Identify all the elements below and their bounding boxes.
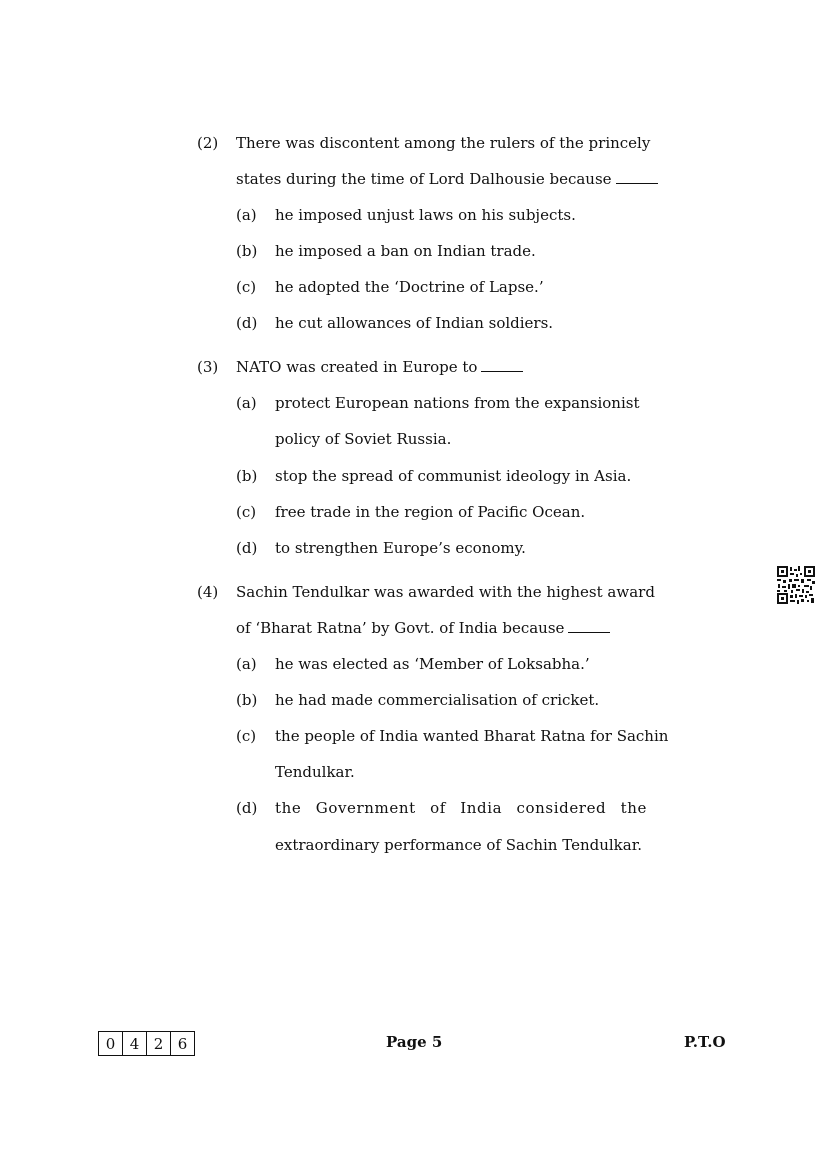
option-text-continued: policy of Soviet Russia. [275, 430, 452, 448]
answer-blank [568, 620, 610, 633]
question-text-line: states during the time of Lord Dalhousie because [236, 170, 658, 188]
option-text: he was elected as ‘Member of Loksabha.’ [275, 655, 590, 673]
question-text-line: NATO was created in Europe to [236, 358, 523, 376]
option-text: to strengthen Europe’s economy. [275, 539, 526, 557]
qr-code-icon [777, 566, 815, 604]
answer-blank [481, 359, 523, 372]
option-label: (c) [236, 727, 257, 745]
question-text-line: Sachin Tendulkar was awarded with the highest award [236, 583, 655, 601]
option-label: (a) [236, 394, 257, 412]
pto-label: P.T.O [684, 1033, 726, 1051]
question-text-line: There was discontent among the rulers of the princely [236, 134, 651, 152]
page-number: Page 5 [386, 1033, 443, 1051]
option-text: he had made commercialisation of cricket. [275, 691, 600, 709]
option-label: (b) [236, 691, 258, 709]
question-number: (4) [197, 583, 219, 601]
option-label: (c) [236, 503, 257, 521]
option-text: stop the spread of communist ideology in Asia. [275, 467, 632, 485]
paper-code-digit: 6 [177, 1034, 188, 1053]
paper-code-digit: 4 [123, 1032, 147, 1055]
option-label: (a) [236, 655, 257, 673]
answer-blank [616, 171, 658, 184]
option-label: (a) [236, 206, 257, 224]
paper-code-digit: 0 [99, 1032, 123, 1055]
option-text: he cut allowances of Indian soldiers. [275, 314, 554, 332]
option-label: (d) [236, 799, 258, 817]
paper-code-box [98, 1031, 195, 1056]
option-label: (d) [236, 539, 258, 557]
option-text-continued: Tendulkar. [275, 763, 355, 781]
option-text: he imposed a ban on Indian trade. [275, 242, 536, 260]
option-text: free trade in the region of Pacific Ocean. [275, 503, 586, 521]
option-label: (d) [236, 314, 258, 332]
question-number: (2) [197, 134, 219, 152]
option-text: he adopted the ‘Doctrine of Lapse.’ [275, 278, 544, 296]
option-label: (b) [236, 242, 258, 260]
option-text-continued: extraordinary performance of Sachin Tendulkar. [275, 836, 642, 854]
option-label: (c) [236, 278, 257, 296]
option-text: the Government of India considered the [275, 799, 647, 817]
paper-code-digit: 2 [147, 1032, 171, 1055]
question-text-line: of ‘Bharat Ratna’ by Govt. of India because [236, 619, 610, 637]
option-text: the people of India wanted Bharat Ratna for Sachin [275, 727, 669, 745]
option-text: he imposed unjust laws on his subjects. [275, 206, 576, 224]
question-number: (3) [197, 358, 219, 376]
option-text: protect European nations from the expansionist [275, 394, 640, 412]
option-label: (b) [236, 467, 258, 485]
